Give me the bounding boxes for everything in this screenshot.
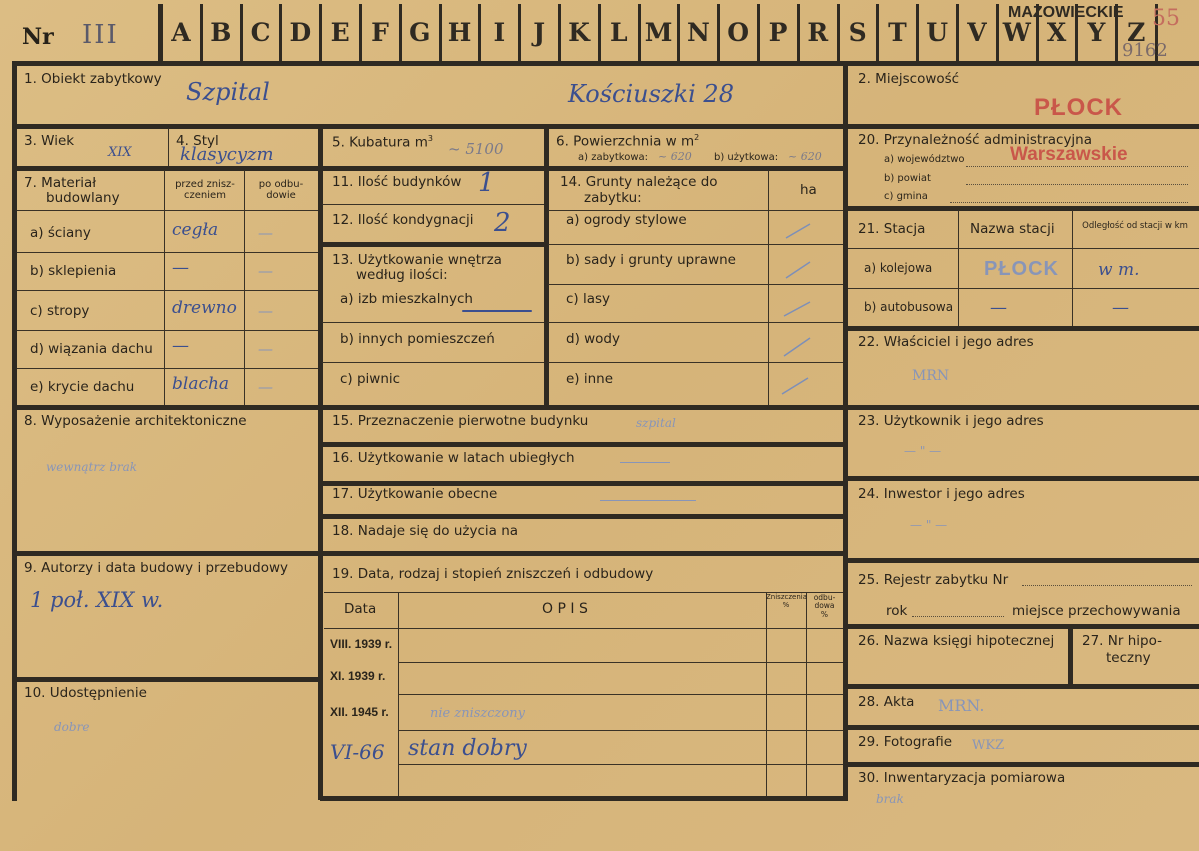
f7-row-label: c) stropy — [30, 303, 90, 319]
f24-label: 24. Inwestor i jego adres — [858, 486, 1025, 502]
index-letter-m: M — [644, 18, 673, 47]
f3-value: XIX — [108, 145, 132, 160]
f13-b-label: b) innych pomieszczeń — [340, 331, 495, 347]
f15-label: 15. Przeznaczenie pierwotne budynku — [332, 413, 589, 429]
index-letter-i: I — [493, 18, 506, 47]
f30-label: 30. Inwentaryzacja pomiarowa — [858, 770, 1066, 786]
f7-row-after: — — [258, 224, 273, 242]
f11-label: 11. Ilość budynków — [332, 174, 462, 190]
f22-value: MRN — [912, 368, 950, 384]
f10-value: dobre — [54, 720, 90, 734]
number-top: 55 — [1152, 6, 1180, 31]
f26-label: 26. Nazwa księgi hipotecznej — [858, 633, 1055, 649]
nr-value: III — [82, 20, 119, 50]
index-letter-g: G — [409, 18, 431, 47]
index-letter-y: Y — [1087, 18, 1106, 47]
f21-b-value: — — [990, 298, 1007, 318]
f11-value: 1 — [478, 168, 495, 198]
f27-label2: teczny — [1106, 650, 1151, 666]
f1-address: Kościuszki 28 — [568, 80, 734, 108]
f23-value: — " — — [904, 444, 942, 458]
f7-row-before: drewno — [172, 298, 237, 318]
f28-value: MRN. — [938, 696, 985, 715]
f13-label: 13. Użytkowanie wnętrza — [332, 252, 502, 268]
index-letter-f: F — [371, 18, 389, 47]
f9-value: 1 poł. XIX w. — [30, 588, 164, 612]
f21-a-value: PŁOCK — [984, 258, 1059, 280]
f27-label: 27. Nr hipo- — [1082, 633, 1162, 649]
index-letter-z: Z — [1127, 18, 1146, 47]
f19-row-desc: nie zniszczony — [430, 706, 525, 721]
f7-row-before: blacha — [172, 374, 230, 394]
f19-label: 19. Data, rodzaj i stopień zniszczeń i odbudowy — [332, 566, 654, 582]
f14-d-label: d) wody — [566, 331, 620, 347]
f24-value: — " — — [910, 518, 948, 532]
f3-label: 3. Wiek — [24, 133, 75, 149]
f14-a-label: a) ogrody stylowe — [566, 212, 687, 228]
f7-label: 7. Materiał — [24, 175, 97, 191]
f16-label: 16. Użytkowanie w latach ubiegłych — [332, 450, 575, 466]
f7-row-label: a) ściany — [30, 225, 91, 241]
f7-label2: budowlany — [46, 190, 120, 206]
f21-b-label: b) autobusowa — [864, 300, 954, 314]
f19-col-rebuild: odbu- dowa % — [813, 593, 836, 619]
f7-col-before: przed znisz- czeniem — [175, 179, 235, 201]
f29-value: WKZ — [972, 738, 1005, 753]
f14-e-label: e) inne — [566, 371, 614, 387]
f14-unit: ha — [800, 182, 817, 198]
f14-label2: zabytku: — [584, 190, 642, 206]
f5-label: 5. Kubatura $m^3$ — [332, 134, 433, 151]
f6-b-label: b) użytkowa: — [714, 152, 779, 163]
f1-value: Szpital — [186, 78, 270, 106]
index-letter-l: L — [610, 18, 628, 47]
f19-row-date: VIII. 1939 r. — [330, 637, 393, 651]
f12-label: 12. Ilość kondygnacji — [332, 212, 474, 228]
nr-label: Nr — [22, 24, 54, 50]
f23-label: 23. Użytkownik i jego adres — [858, 413, 1044, 429]
f14-c-label: c) lasy — [566, 291, 611, 307]
f21-a-dist: w m. — [1098, 260, 1140, 280]
f21-a-label: a) kolejowa — [864, 261, 933, 275]
f7-row-after: — — [258, 378, 273, 396]
f19-col-destruction: Zniszczenia % — [766, 593, 807, 609]
index-letter-s: S — [848, 18, 867, 47]
f29-label: 29. Fotografie — [858, 734, 953, 750]
number-bottom: 9162 — [1122, 40, 1168, 61]
f7-row-before: — — [172, 336, 189, 356]
f2-label: 2. Miejscowość — [858, 71, 960, 87]
f7-row-label: d) wiązania dachu — [30, 341, 153, 357]
f7-row-label: b) sklepienia — [30, 263, 117, 279]
f25-rok: rok — [886, 603, 908, 619]
f6-a-value: ~ 620 — [658, 150, 692, 163]
f8-value: wewnątrz brak — [46, 460, 138, 474]
f19-col-date: Data — [344, 601, 377, 617]
f14-dash-marks — [776, 214, 826, 404]
f18-label: 18. Nadaje się do użycia na — [332, 523, 519, 539]
f10-label: 10. Udostępnienie — [24, 685, 147, 701]
f5-value: ~ 5100 — [448, 140, 504, 158]
f2-value: PŁOCK — [1034, 94, 1123, 121]
f21-col2: Odległość od stacji w km — [1082, 221, 1188, 231]
index-letter-b: B — [210, 18, 232, 47]
index-letter-w: W — [1002, 18, 1031, 47]
f20-c-label: c) gmina — [884, 191, 928, 202]
f17-label: 17. Użytkowanie obecne — [332, 486, 498, 502]
f7-row-label: e) krycie dachu — [30, 379, 135, 395]
index-letter-h: H — [447, 18, 472, 47]
f22-label: 22. Właściciel i jego adres — [858, 334, 1034, 350]
index-letter-o: O — [727, 18, 750, 47]
f28-label: 28. Akta — [858, 694, 915, 710]
f14-b-label: b) sady i grunty uprawne — [566, 252, 736, 268]
f6-a-label: a) zabytkowa: — [578, 152, 648, 163]
f19-row-desc: stan dobry — [408, 736, 527, 761]
index-letter-x: X — [1046, 18, 1067, 47]
f19-row-date: VI-66 — [330, 740, 385, 764]
index-letter-k: K — [568, 18, 590, 47]
f6-label: 6. Powierzchnia w $m^2$ — [556, 133, 700, 150]
f19-col-desc: O P I S — [542, 601, 588, 617]
f13-c-label: c) piwnic — [340, 371, 401, 387]
f20-label: 20. Przynależność administracyjna — [858, 132, 1093, 148]
index-letter-v: V — [967, 18, 987, 47]
f7-row-after: — — [258, 340, 273, 358]
index-letter-d: D — [289, 18, 312, 47]
f13-label2: według ilości: — [356, 267, 448, 283]
f21-label: 21. Stacja — [858, 221, 926, 237]
f7-col-after: po odbu- dowie — [258, 179, 304, 201]
index-letter-e: E — [330, 18, 350, 47]
f6-b-value: ~ 620 — [788, 150, 822, 163]
f21-col: Nazwa stacji — [970, 221, 1055, 237]
index-letter-j: J — [533, 18, 546, 47]
f20-a-label: a) województwo — [884, 154, 965, 165]
f25-label: 25. Rejestr zabytku Nr — [858, 572, 1009, 588]
index-letter-n: N — [686, 18, 710, 47]
f7-row-before: — — [172, 258, 189, 278]
f9-label: 9. Autorzy i data budowy i przebudowy — [24, 560, 288, 576]
f25-place: miejsce przechowywania — [1012, 603, 1181, 619]
index-letter-t: T — [888, 18, 907, 47]
f8-label: 8. Wyposażenie architektoniczne — [24, 413, 247, 429]
index-letter-p: P — [768, 18, 788, 47]
f13-a-label: a) izb mieszkalnych — [340, 291, 473, 307]
f7-row-after: — — [258, 302, 273, 320]
f15-value: szpital — [636, 416, 676, 430]
f20-b-label: b) powiat — [884, 173, 931, 184]
f21-b-dist: — — [1112, 298, 1129, 318]
index-letter-r: R — [807, 18, 829, 47]
f7-row-after: — — [258, 262, 273, 280]
f30-value: brak — [876, 792, 904, 806]
region-stamp: MAZOWIECKIE — [1008, 4, 1124, 21]
index-letter-c: C — [250, 18, 271, 47]
f19-row-date: XI. 1939 r. — [330, 669, 386, 683]
f20-a-value: Warszawskie — [1010, 144, 1128, 165]
index-letter-u: U — [926, 18, 949, 47]
index-letter-a: A — [171, 18, 191, 47]
f14-label: 14. Grunty należące do — [560, 174, 718, 190]
f7-row-before: cegła — [172, 220, 219, 240]
f19-row-date: XII. 1945 r. — [330, 705, 389, 719]
f4-label: 4. Styl — [176, 133, 219, 149]
f1-label: 1. Obiekt zabytkowy — [24, 71, 162, 87]
f4-value: klasycyzm — [180, 144, 274, 165]
f12-value: 2 — [494, 208, 511, 238]
